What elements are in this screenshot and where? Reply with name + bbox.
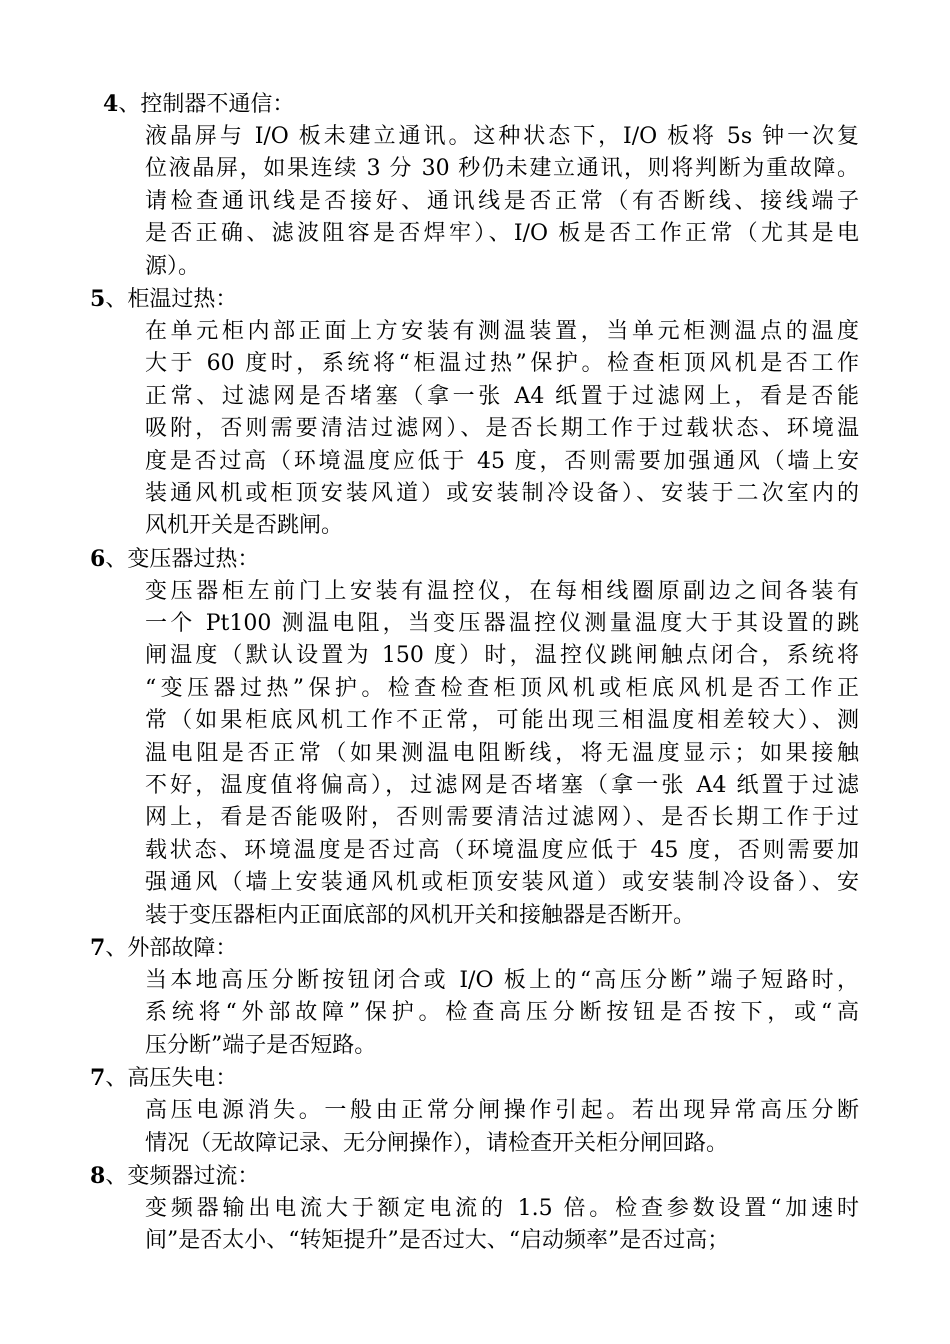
- section-number: 5: [90, 285, 106, 312]
- body-line: 请检查通讯线是否接好、通讯线是否正常（有否断线、接线端子: [145, 188, 859, 214]
- section-title: 控制器不通信：: [140, 92, 295, 117]
- body-line: 载状态、环境温度是否过高（环境温度应低于 45 度，否则需要加: [145, 837, 859, 863]
- section-body: [145, 1095, 859, 1160]
- section-title: 外部故障：: [127, 935, 238, 961]
- body-line: 源）。: [145, 253, 201, 279]
- section-heading: [0, 283, 950, 316]
- body-line: 压分断”端子是否短路。: [145, 1032, 377, 1058]
- body-line: 当本地高压分断按钮闭合或 I/O 板上的“高压分断”端子短路时，: [145, 967, 859, 993]
- body-line: 位液晶屏，如果连续 3 分 30 秒仍未建立通讯，则将判断为重故障。: [145, 156, 859, 182]
- body-line: 闸温度（默认设置为 150 度）时，温控仪跳闸触点闭合，系统将: [145, 643, 859, 669]
- section-heading: [0, 1062, 950, 1095]
- body-line: 情况（无故障记录、无分闸操作），请检查开关柜分闸回路。: [145, 1130, 729, 1156]
- section-heading: [0, 543, 950, 576]
- section-body: [145, 1193, 859, 1258]
- section-5-1: [0, 283, 950, 543]
- section-number: 7: [90, 934, 106, 961]
- body-line: 变压器柜左前门上安装有温控仪，在每相线圈原副边之间各装有: [145, 578, 859, 604]
- body-line: 间”是否太小、“转矩提升”是否过大、“启动频率”是否过高；: [145, 1228, 730, 1254]
- section-body: [145, 576, 859, 932]
- section-4-0: [0, 88, 950, 283]
- section-separator: 、: [105, 935, 128, 961]
- section-title: 柜温过热：: [127, 286, 238, 312]
- body-line: 吸附，否则需要清洁过滤网）、是否长期工作于过载状态、环境温: [145, 416, 859, 442]
- body-line: 常（如果柜底风机工作不正常，可能出现三相温度相差较大）、测: [145, 708, 859, 734]
- body-line: 风机开关是否跳闸。: [145, 513, 344, 539]
- section-separator: 、: [105, 1066, 128, 1092]
- section-heading: [0, 932, 950, 965]
- body-line: 温电阻是否正常（如果测温电阻断线，将无温度显示；如果接触: [145, 740, 859, 766]
- section-number: 8: [90, 1162, 106, 1189]
- body-line: 系统将“外部故障”保护。检查高压分断按钮是否按下，或“高: [145, 1000, 859, 1026]
- section-7-3: [0, 932, 950, 1062]
- section-number: 7: [90, 1065, 106, 1092]
- section-heading: [0, 1160, 950, 1193]
- body-line: 强通风（墙上安装通风机或柜顶安装风道）或安装制冷设备）、安: [145, 870, 859, 896]
- body-line: 装于变压器柜内正面底部的风机开关和接触器是否断开。: [145, 902, 696, 928]
- body-line: 度是否过高（环境温度应低于 45 度，否则需要加强通风（墙上安: [145, 448, 859, 474]
- section-8-5: [0, 1160, 950, 1258]
- section-body: [145, 965, 859, 1062]
- section-number: 4: [103, 91, 119, 117]
- section-separator: 、: [105, 1163, 128, 1189]
- section-title: 变频器过流：: [127, 1163, 260, 1189]
- body-line: 网上，看是否能吸附，否则需要清洁过滤网）、是否长期工作于过: [145, 805, 859, 831]
- section-6-2: [0, 543, 950, 932]
- document-page: [0, 88, 950, 1258]
- body-line: 大于 60 度时，系统将“柜温过热”保护。检查柜顶风机是否工作: [145, 351, 859, 377]
- body-line: 装通风机或柜顶安装风道）或安装制冷设备）、安装于二次室内的: [145, 480, 859, 506]
- body-line: 正常、过滤网是否堵塞（拿一张 A4 纸置于过滤网上，看是否能: [145, 383, 859, 409]
- section-7-4: [0, 1062, 950, 1160]
- body-line: 一个 Pt100 测温电阻，当变压器温控仪测量温度大于其设置的跳: [145, 611, 859, 637]
- body-line: “变压器过热”保护。检查检查柜顶风机或柜底风机是否工作正: [145, 675, 859, 701]
- section-number: 6: [90, 545, 106, 572]
- section-separator: 、: [118, 92, 141, 117]
- body-line: 变频器输出电流大于额定电流的 1.5 倍。检查参数设置“加速时: [145, 1195, 859, 1221]
- section-heading: [0, 88, 950, 121]
- section-separator: 、: [105, 286, 128, 312]
- section-body: [145, 121, 859, 283]
- section-body: [145, 316, 859, 543]
- body-line: 是否正确、滤波阻容是否焊牢）、I/O 板是否工作正常（尤其是电: [145, 221, 859, 247]
- body-line: 高压电源消失。一般由正常分闸操作引起。若出现异常高压分断: [145, 1098, 859, 1124]
- body-line: 不好，温度值将偏高），过滤网是否堵塞（拿一张 A4 纸置于过滤: [145, 773, 859, 799]
- section-title: 高压失电：: [127, 1066, 238, 1092]
- section-title: 变压器过热：: [127, 546, 260, 572]
- section-separator: 、: [105, 546, 128, 572]
- body-line: 在单元柜内部正面上方安装有测温装置，当单元柜测温点的温度: [145, 318, 859, 344]
- body-line: 液晶屏与 I/O 板未建立通讯。这种状态下，I/O 板将 5s 钟一次复: [145, 124, 859, 149]
